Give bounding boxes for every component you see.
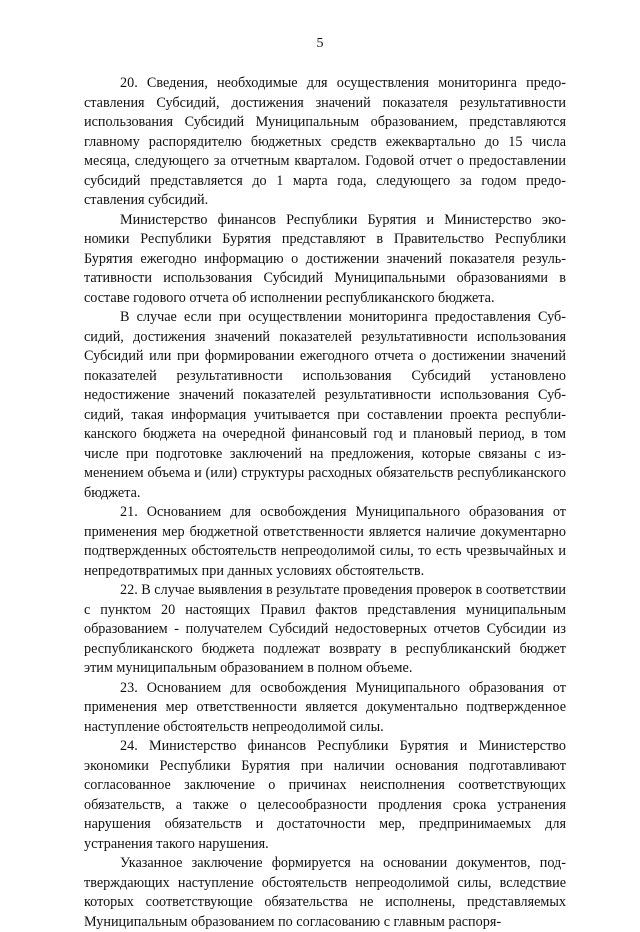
paragraph-23-release: 23. Основанием для освобождения Муниципального образования от применения мер ответственности является документально подтвержденное наступление обстоятельств непреодолимой силы.: [84, 679, 566, 735]
paragraph-20-monitoring: 20. Сведения, необходимые для осуществления мониторинга предоставления Субсидий, достижения значений показателя результативности использования Субсидий Муниципальным образованием, представляются главному распорядителю бюджетных средств ежеквартально до 15 числа месяца, следующего за отчетным кварталом. Годовой отчет о предоставлении субсидий представляется до 1 марта года, следующего за годом предоставления субсидий.: [84, 75, 566, 208]
paragraph-22-refund: 22. В случае выявления в результате проведения проверок в соответствии с пунктом 20 настоящих Правил фактов представления муниципальным образованием - получателем Субсидий недостоверных отчетов Субсидии из республиканского бюджета подлежат возврату в республиканский бюджет этим муниципальным образованием в полном объеме.: [84, 582, 566, 676]
paragraph-non-achievement: В случае если при осуществлении мониторинга предоставления Субсидий, достижения значений показателей результативности использования Субсидий или при формировании ежегодного отчета о достижении значений показателей результативности использования Субсидий установлено недостижение значений показателей результативности использования Субсидий, такая информация учитывается при составлении проекта республиканского бюджета на очередной финансовый год и плановый период, в том числе при подготовке заключений на предложения, которые связаны с изменением объема и (или) структуры расходных обязательств республиканского бюджета.: [84, 309, 566, 501]
page-number: 5: [316, 36, 324, 51]
paragraph-24-conclusion: 24. Министерство финансов Республики Бурятия и Министерство экономики Республики Бурятия при наличии основания подготавливают согласованное заключение о причинах неисполнения соответствующих обязательств, а также о целесообразности продления срока устранения нарушения обязательств и достаточности мер, предпринимаемых для устранения такого нарушения.: [84, 738, 566, 852]
paragraph-conclusion-basis: Указанное заключение формируется на основании документов, подтверждающих наступление обстоятельств непреодолимой силы, вследствие которых соответствующие обязательства не исполнены, представляемых Муниципальным образованием по согласованию с главным распоря-: [84, 855, 566, 930]
paragraph-ministries-report: Министерство финансов Республики Бурятия и Министерство экономики Республики Бурятия представляют в Правительство Республики Бурятия ежегодно информацию о достижении значений показателя результативности использования Субсидий Муниципальными образованиями в составе годового отчета об исполнении республиканского бюджета.: [84, 211, 566, 306]
paragraph-21-force-majeure: 21. Основанием для освобождения Муниципального образования от применения мер бюджетной ответственности является наличие документарно подтвержденных обстоятельств непреодолимой силы, то есть чрезвычайных и непредотвратимых при данных условиях обстоятельств.: [84, 504, 566, 579]
document-body: [84, 74, 566, 932]
